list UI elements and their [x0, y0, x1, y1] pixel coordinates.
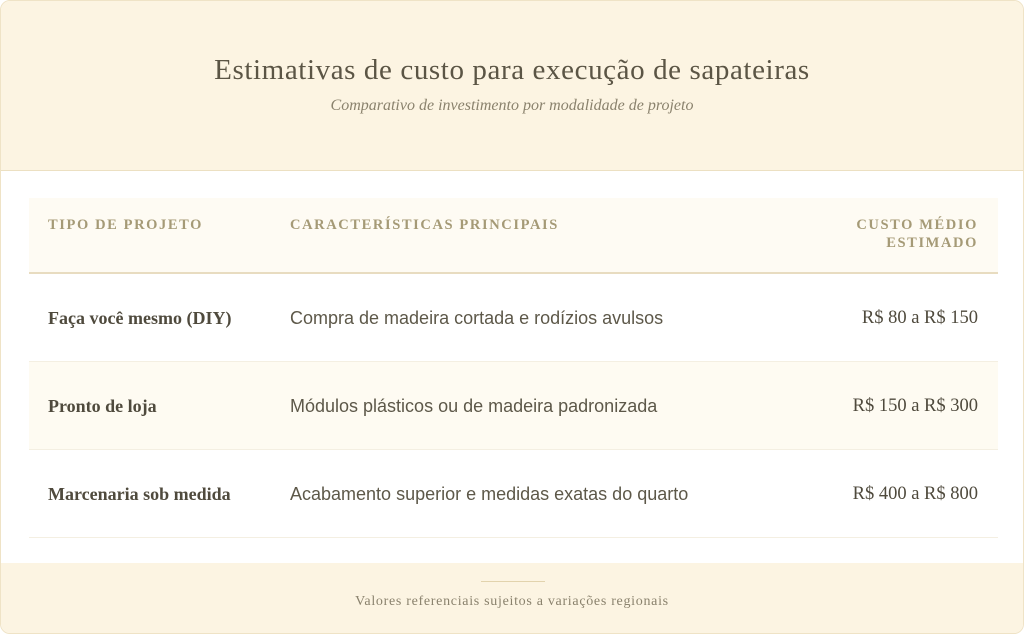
card-footer	[1, 563, 1023, 633]
column-header-project-type: TIPO DE PROJETO	[48, 217, 204, 233]
features-cell: Compra de madeira cortada e rodízios avulsos	[290, 307, 664, 328]
cost-cell: R$ 400 a R$ 800	[852, 483, 978, 504]
footer-divider	[481, 581, 545, 582]
column-header-features: CARACTERÍSTICAS PRINCIPAIS	[290, 217, 559, 233]
cost-cell: R$ 80 a R$ 150	[861, 307, 978, 328]
project-type-cell: Marcenaria sob medida	[48, 483, 231, 504]
features-cell: Acabamento superior e medidas exatas do quarto	[290, 483, 689, 504]
table-row	[29, 362, 998, 450]
footer-note: Valores referenciais sujeitos a variações regionais	[355, 594, 669, 609]
cost-table	[29, 198, 998, 538]
project-type-cell: Pronto de loja	[48, 395, 157, 416]
column-header-cost: CUSTO MÉDIO ESTIMADO	[856, 217, 978, 251]
cost-cell: R$ 150 a R$ 300	[852, 395, 978, 416]
page-title: Estimativas de custo para execução de sapateiras	[214, 54, 810, 86]
project-type-cell: Faça você mesmo (DIY)	[48, 307, 232, 328]
table-row	[29, 274, 998, 362]
table-row	[29, 450, 998, 538]
features-cell: Módulos plásticos ou de madeira padronizada	[290, 395, 658, 416]
page-subtitle: Comparativo de investimento por modalidade de projeto	[330, 97, 694, 114]
table-header	[29, 198, 998, 274]
card-header	[1, 1, 1023, 171]
